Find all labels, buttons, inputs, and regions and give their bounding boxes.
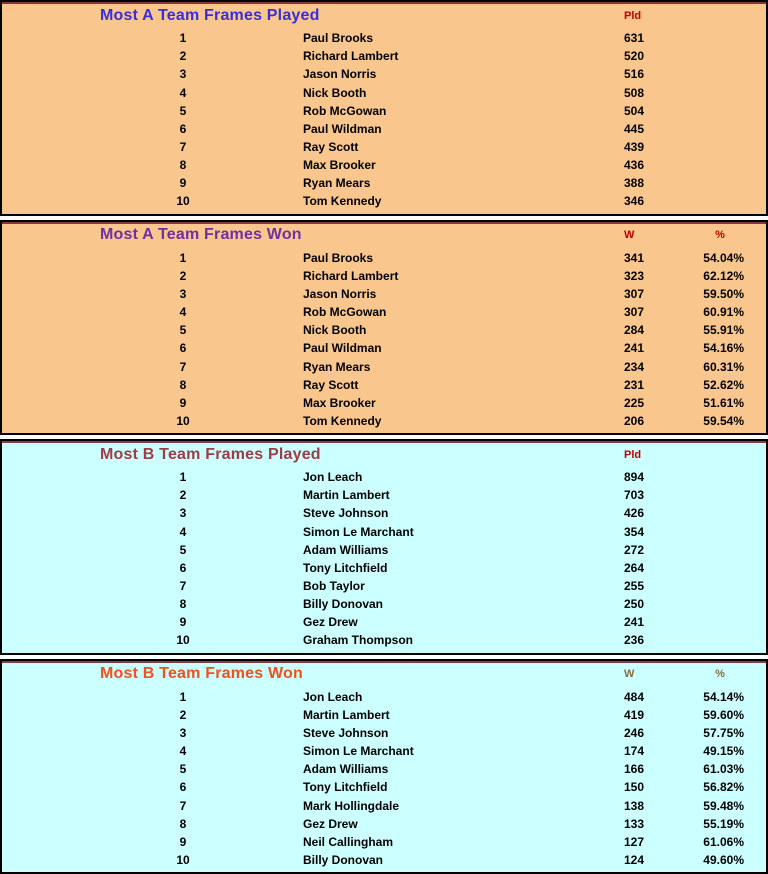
rank-cell: 9 — [179, 395, 187, 410]
percent-cell: 54.14% — [703, 689, 744, 704]
value-cell: 445 — [624, 121, 645, 136]
table-row — [2, 138, 766, 156]
value-cell: 150 — [624, 780, 645, 795]
table-row — [2, 156, 766, 174]
rank-cell: 5 — [179, 323, 187, 338]
table-row — [2, 29, 766, 47]
rank-cell: 1 — [179, 470, 187, 485]
player-name-cell: Paul Wildman — [303, 341, 382, 356]
value-cell: 225 — [624, 395, 645, 410]
value-cell: 234 — [624, 359, 645, 374]
player-name-cell: Jason Norris — [303, 286, 377, 301]
table-header-row — [2, 2, 766, 29]
table-row — [2, 595, 766, 613]
table-header-row — [2, 661, 766, 688]
player-name-cell: Tom Kennedy — [303, 413, 382, 428]
rank-cell: 6 — [179, 341, 187, 356]
player-name-cell: Tom Kennedy — [303, 194, 382, 209]
player-name-cell: Adam Williams — [303, 542, 389, 557]
rank-cell: 7 — [179, 359, 187, 374]
value-cell: 484 — [624, 689, 645, 704]
table-row — [2, 192, 766, 210]
table-row — [2, 357, 766, 375]
rank-cell: 4 — [179, 524, 187, 539]
percent-cell: 55.19% — [703, 816, 744, 831]
value-cell: 166 — [624, 762, 645, 777]
rank-cell: 5 — [179, 762, 187, 777]
player-name-cell: Gez Drew — [303, 816, 358, 831]
value-cell: 346 — [624, 194, 645, 209]
player-name-cell: Mark Hollingdale — [303, 798, 400, 813]
percent-cell: 60.31% — [703, 359, 744, 374]
table-rows — [2, 29, 766, 214]
rank-cell: 3 — [179, 506, 187, 521]
player-name-cell: Ray Scott — [303, 377, 359, 392]
table-row — [2, 285, 766, 303]
player-name-cell: Paul Brooks — [303, 31, 374, 46]
rank-cell: 5 — [179, 103, 187, 118]
value-cell: 436 — [624, 158, 645, 173]
rank-cell: 6 — [179, 780, 187, 795]
value-cell: 341 — [624, 250, 645, 265]
column-header-won: W — [624, 229, 635, 241]
value-cell: 272 — [624, 542, 645, 557]
player-name-cell: Richard Lambert — [303, 268, 399, 283]
table-title: Most B Team Frames Won — [100, 665, 303, 682]
value-cell: 631 — [624, 31, 645, 46]
player-name-cell: Martin Lambert — [303, 488, 390, 503]
player-name-cell: Ray Scott — [303, 140, 359, 155]
rank-cell: 2 — [179, 268, 187, 283]
rank-cell: 6 — [179, 560, 187, 575]
value-cell: 246 — [624, 725, 645, 740]
rank-cell: 2 — [179, 488, 187, 503]
value-cell: 894 — [624, 470, 645, 485]
percent-cell: 59.60% — [703, 707, 744, 722]
table-title: Most B Team Frames Played — [100, 445, 321, 463]
table-header-row — [2, 441, 766, 468]
player-name-cell: Richard Lambert — [303, 49, 399, 64]
player-name-cell: Jon Leach — [303, 689, 363, 704]
percent-cell: 49.60% — [703, 852, 744, 867]
player-name-cell: Jason Norris — [303, 67, 377, 82]
table-row — [2, 83, 766, 101]
column-header-pct: % — [715, 668, 725, 680]
percent-cell: 51.61% — [703, 395, 744, 410]
rank-cell: 8 — [179, 816, 187, 831]
table-row — [2, 102, 766, 120]
table-row — [2, 742, 766, 760]
percent-cell: 59.54% — [703, 413, 744, 428]
column-header-pld: Pld — [624, 9, 642, 22]
rank-cell: 5 — [179, 542, 187, 557]
value-cell: 354 — [624, 524, 645, 539]
value-cell: 323 — [624, 268, 645, 283]
value-cell: 388 — [624, 176, 645, 191]
player-name-cell: Steve Johnson — [303, 506, 389, 521]
table-row — [2, 249, 766, 267]
table-row — [2, 613, 766, 631]
rank-cell: 9 — [179, 834, 187, 849]
rank-cell: 2 — [179, 707, 187, 722]
value-cell: 284 — [624, 323, 645, 338]
value-cell: 231 — [624, 377, 645, 392]
column-header-won: W — [624, 668, 635, 680]
table-row — [2, 120, 766, 138]
table-row — [2, 631, 766, 649]
table-row — [2, 706, 766, 724]
player-name-cell: Jon Leach — [303, 470, 363, 485]
value-cell: 439 — [624, 140, 645, 155]
player-name-cell: Nick Booth — [303, 85, 367, 100]
table-a-frames-played — [0, 0, 768, 216]
rank-cell: 1 — [179, 250, 187, 265]
player-name-cell: Max Brooker — [303, 158, 376, 173]
value-cell: 133 — [624, 816, 645, 831]
table-row — [2, 303, 766, 321]
value-cell: 419 — [624, 707, 645, 722]
player-name-cell: Gez Drew — [303, 615, 358, 630]
table-row — [2, 760, 766, 778]
table-row — [2, 833, 766, 851]
rank-cell: 8 — [179, 597, 187, 612]
value-cell: 703 — [624, 488, 645, 503]
rank-cell: 7 — [179, 140, 187, 155]
value-cell: 206 — [624, 413, 645, 428]
rank-cell: 1 — [179, 31, 187, 46]
percent-cell: 54.16% — [703, 341, 744, 356]
player-name-cell: Adam Williams — [303, 762, 389, 777]
rank-cell: 3 — [179, 725, 187, 740]
value-cell: 516 — [624, 67, 645, 82]
player-name-cell: Rob McGowan — [303, 103, 387, 118]
player-name-cell: Paul Wildman — [303, 121, 382, 136]
player-name-cell: Simon Le Marchant — [303, 744, 414, 759]
table-row — [2, 339, 766, 357]
table-row — [2, 522, 766, 540]
table-row — [2, 724, 766, 742]
table-row — [2, 559, 766, 577]
rank-cell: 9 — [179, 176, 187, 191]
player-name-cell: Ryan Mears — [303, 359, 371, 374]
percent-cell: 61.03% — [703, 762, 744, 777]
player-name-cell: Graham Thompson — [303, 633, 414, 648]
rank-cell: 3 — [179, 286, 187, 301]
value-cell: 236 — [624, 633, 645, 648]
value-cell: 255 — [624, 579, 645, 594]
value-cell: 124 — [624, 852, 645, 867]
value-cell: 307 — [624, 305, 645, 320]
table-row — [2, 174, 766, 192]
table-rows — [2, 249, 766, 434]
rank-cell: 10 — [176, 413, 190, 428]
value-cell: 138 — [624, 798, 645, 813]
value-cell: 127 — [624, 834, 645, 849]
percent-cell: 55.91% — [703, 323, 744, 338]
player-name-cell: Billy Donovan — [303, 852, 384, 867]
rank-cell: 8 — [179, 377, 187, 392]
player-name-cell: Martin Lambert — [303, 707, 390, 722]
value-cell: 504 — [624, 103, 645, 118]
player-name-cell: Ryan Mears — [303, 176, 371, 191]
percent-cell: 62.12% — [703, 268, 744, 283]
table-row — [2, 412, 766, 430]
value-cell: 250 — [624, 597, 645, 612]
player-name-cell: Tony Litchfield — [303, 780, 388, 795]
player-name-cell: Paul Brooks — [303, 250, 374, 265]
player-name-cell: Neil Callingham — [303, 834, 394, 849]
percent-cell: 60.91% — [703, 305, 744, 320]
player-name-cell: Billy Donovan — [303, 597, 384, 612]
column-header-pld: Pld — [624, 448, 642, 461]
table-row — [2, 541, 766, 559]
table-row — [2, 47, 766, 65]
table-row — [2, 321, 766, 339]
value-cell: 508 — [624, 85, 645, 100]
rank-cell: 8 — [179, 158, 187, 173]
rank-cell: 1 — [179, 689, 187, 704]
value-cell: 241 — [624, 615, 645, 630]
percent-cell: 54.04% — [703, 250, 744, 265]
player-name-cell: Simon Le Marchant — [303, 524, 414, 539]
percent-cell: 56.82% — [703, 780, 744, 795]
rank-cell: 6 — [179, 121, 187, 136]
table-row — [2, 504, 766, 522]
value-cell: 174 — [624, 744, 645, 759]
table-row — [2, 486, 766, 504]
rank-cell: 7 — [179, 798, 187, 813]
value-cell: 520 — [624, 49, 645, 64]
rank-cell: 4 — [179, 305, 187, 320]
column-header-pct: % — [715, 229, 725, 241]
value-cell: 264 — [624, 560, 645, 575]
player-name-cell: Rob McGowan — [303, 305, 387, 320]
player-name-cell: Steve Johnson — [303, 725, 389, 740]
table-title: Most A Team Frames Won — [100, 226, 302, 243]
table-row — [2, 468, 766, 486]
table-row — [2, 577, 766, 595]
table-rows — [2, 688, 766, 873]
table-row — [2, 851, 766, 869]
table-row — [2, 778, 766, 796]
percent-cell: 49.15% — [703, 744, 744, 759]
player-name-cell: Tony Litchfield — [303, 560, 388, 575]
table-row — [2, 815, 766, 833]
table-title: Most A Team Frames Played — [100, 6, 320, 24]
value-cell: 307 — [624, 286, 645, 301]
rank-cell: 10 — [176, 852, 190, 867]
table-row — [2, 267, 766, 285]
rank-cell: 9 — [179, 615, 187, 630]
player-name-cell: Nick Booth — [303, 323, 367, 338]
table-row — [2, 394, 766, 412]
percent-cell: 59.48% — [703, 798, 744, 813]
rank-cell: 7 — [179, 579, 187, 594]
table-rows — [2, 468, 766, 653]
percent-cell: 57.75% — [703, 725, 744, 740]
percent-cell: 61.06% — [703, 834, 744, 849]
percent-cell: 59.50% — [703, 286, 744, 301]
table-row — [2, 688, 766, 706]
rank-cell: 10 — [176, 633, 190, 648]
value-cell: 241 — [624, 341, 645, 356]
rank-cell: 2 — [179, 49, 187, 64]
table-row — [2, 376, 766, 394]
percent-cell: 52.62% — [703, 377, 744, 392]
player-name-cell: Max Brooker — [303, 395, 376, 410]
table-b-frames-won — [0, 659, 768, 874]
table-header-row — [2, 222, 766, 249]
rank-cell: 10 — [176, 194, 190, 209]
player-name-cell: Bob Taylor — [303, 579, 365, 594]
table-a-frames-won — [0, 220, 768, 436]
rank-cell: 3 — [179, 67, 187, 82]
rank-cell: 4 — [179, 744, 187, 759]
table-b-frames-played — [0, 439, 768, 655]
rank-cell: 4 — [179, 85, 187, 100]
value-cell: 426 — [624, 506, 645, 521]
table-row — [2, 65, 766, 83]
table-row — [2, 796, 766, 814]
